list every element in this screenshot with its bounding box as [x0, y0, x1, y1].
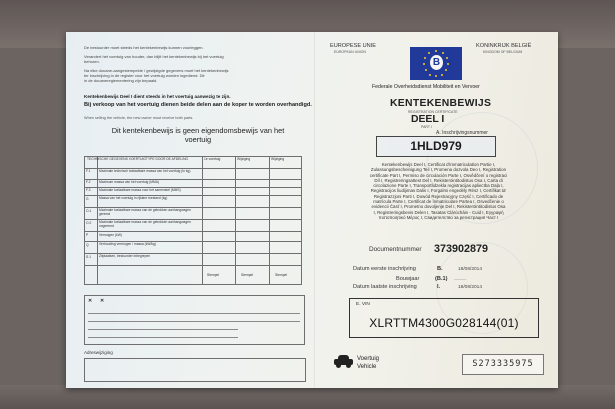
multilingual-line: I, Registreringsbevis Delen I, Tasatas Clárúcháin - Cuid I, Εγγραφή: [373, 209, 504, 215]
multilingual-line: matrícula Parte I, Certificat de înmatriculare Partea I, Osvedčenie o: [373, 199, 504, 205]
row-code: O.2: [86, 221, 92, 225]
vehicle-label-english: Vehicle: [357, 364, 377, 370]
multilingual-title: [336, 162, 541, 220]
build-year-value: --------: [454, 277, 467, 282]
multilingual-line: certificate Part I, Permiso de circulación Parte I, Osvědčení o registraci: [369, 172, 508, 178]
build-year-label: Bouwjaar: [396, 276, 420, 282]
technical-data-table: [84, 156, 302, 285]
car-icon: [334, 355, 353, 367]
address-change-box: [84, 358, 306, 382]
row-label: Zitplaatsen, bestuurder inbegrepen: [99, 254, 151, 258]
intro-line: ter inschrijving in de register voor het voertuig worden ingediend. Dit: [84, 73, 205, 78]
center-fold: [314, 32, 316, 388]
stamp-label: Stempel: [207, 273, 220, 277]
remarks-box: [84, 295, 305, 345]
vin-label: E. VIN: [356, 302, 370, 307]
vehicle-label-dutch: Voertuig: [357, 356, 380, 362]
table-header-col: Wijziging: [237, 157, 251, 161]
multilingual-line: Zulassungsbescheinigung Teil I, Promena dozvola Deo I, Registration: [370, 167, 507, 173]
row-code: O.1: [86, 209, 92, 213]
stamp-label: Stempel: [241, 273, 254, 277]
document-subtitle: REGISTRATION CERTIFICATE: [408, 110, 458, 114]
last-registration-date: 18/08/2014: [458, 285, 483, 290]
intro-line: De bestuurder moet steeds het kentekenbewijs kunnen voorleggen.: [84, 45, 204, 50]
eu-flag-icon: [410, 47, 462, 80]
document-title: KENTEKENBEWIJS: [390, 98, 492, 109]
country-code: B: [430, 55, 443, 70]
table-header-label: TECHNISCHE GEGEVENS VOERTUIGTYPE DOOR DE AFDELING: [87, 157, 189, 161]
intro-line: Na elke douane-aangestempelde / gewijzigde gegevens moet het kentekenbewijs: [84, 68, 229, 73]
last-registration-key: I.: [437, 284, 441, 290]
row-label: Vermogen (kW): [99, 233, 122, 237]
part-subtitle: PART I: [421, 125, 432, 129]
row-code: Q: [86, 243, 89, 247]
registration-number-label: A. Inschrijvingsnummer: [436, 130, 488, 136]
multilingual-line: Kentekenbewijs Deel I, Certificat d'immatriculation Partie I,: [381, 162, 496, 167]
first-registration-label: Datum eerste inschrijving: [353, 266, 416, 272]
row-label: Maximale toelaatbare massa van de getrokken aanhangwagen geremd: [99, 208, 191, 216]
part-title: DEEL I: [411, 114, 445, 125]
background-bottom: [0, 385, 615, 409]
row-code: S.1: [86, 255, 91, 259]
sale-note-english: When selling the vehicle, the new owner must receive both parts.: [84, 116, 194, 120]
intro-line: Verandert het voertuig van houder, dan blijft het kentekenbewijs bij het voertuig: [84, 54, 224, 59]
row-code: G: [86, 197, 89, 201]
last-registration-label: Datum laatste inschrijving: [353, 284, 417, 290]
row-label: Verhouding vermogen / massa (kW/kg): [99, 242, 156, 246]
multilingual-line: Registracijos liudijimas Dalis I, Forgalmi engedély Rész I, Certifikat ta': [370, 188, 507, 194]
intro-line: behoren.: [84, 59, 100, 64]
row-code: F.1: [86, 169, 91, 173]
kingdom-subtitle: KINGDOM OF BELGIUM: [483, 50, 523, 54]
row-code: F.3: [86, 188, 91, 192]
row-label: Maximale toelaatbare massa van de getrokken aanhangwagen ongeremd: [99, 220, 191, 228]
kingdom-title: KONINKRIJK BELGIË: [476, 43, 532, 49]
address-change-label: Adreswijziging: [84, 350, 113, 355]
vin-box: [349, 298, 539, 338]
row-label: Maximale toelaatbare massa voor het samenstel (MMS): [99, 188, 181, 192]
federal-service: Federale Overheidsdienst Mobiliteit en Vervoer: [372, 84, 480, 90]
plate-number: 1HLD979: [410, 139, 462, 153]
row-label: Maximum massa van het voertuig (MMA): [99, 180, 160, 184]
row-label: Massa van het voertuig in rijklare toestand (kg): [99, 196, 168, 200]
presence-note: Kentekenbewijs Deel I dient steeds in het voertuig aanwezig te zijn.: [84, 94, 231, 99]
multilingual-line: evidencii Časť I, Prometno dovoljenje Del I, Rekisteröintitodistus Osa: [371, 204, 506, 210]
multilingual-line: Díl I, Registreringsattest Del I, Rekisteröintitodistus Osa I, Carta di: [374, 177, 503, 183]
serial-sticker: [462, 354, 544, 375]
vin-number: XLRTTM4300G028144(01): [369, 316, 519, 330]
multilingual-line: Registrazzjoni Parti I, Dowód Rejestracyjny Część I, Certificado de: [373, 193, 504, 199]
serial-number: S273335975: [472, 359, 534, 369]
plate-box: [376, 136, 496, 157]
table-header-col: Wijziging: [271, 157, 285, 161]
first-registration-date: 18/08/2014: [458, 267, 483, 272]
multilingual-line: πιστοποιητικό Μέρος I, Свидетелство за регистрация Част I: [378, 214, 499, 220]
row-code: F.2: [86, 180, 91, 184]
multilingual-line: circolazione Parte I, Transportlidzekla registracijas apliecība Daļa I,: [373, 183, 504, 189]
document-number-label: Documentnummer: [369, 246, 422, 253]
table-header-col: 1e voertuig: [204, 157, 221, 161]
x-mark-icon: ✕: [88, 298, 93, 304]
intro-text: [84, 45, 304, 83]
row-label: Maximale technisch toelaatbare massa van het voertuig (in kg): [99, 169, 191, 173]
eu-subtitle: EUROPEAN UNION: [334, 50, 366, 54]
document-number: 373902879: [434, 243, 489, 255]
x-mark-icon: ✕: [100, 298, 105, 304]
eu-title: EUROPESE UNIE: [330, 43, 377, 49]
first-registration-key: B.: [437, 266, 443, 272]
stamp-label: Stempel: [275, 273, 288, 277]
sale-note: Bij verkoop van het voertuig dienen beide delen aan de koper te worden overhandigd.: [84, 102, 312, 108]
registration-certificate-card: [66, 32, 558, 388]
build-year-key: (B.1): [435, 276, 448, 282]
not-ownership-statement: Dit kentekenbewijs is geen eigendomsbewijs van het voertuig: [111, 126, 285, 144]
row-code: P: [86, 233, 89, 237]
intro-line: in de douanereglementering zijn bepaald.: [84, 78, 158, 83]
